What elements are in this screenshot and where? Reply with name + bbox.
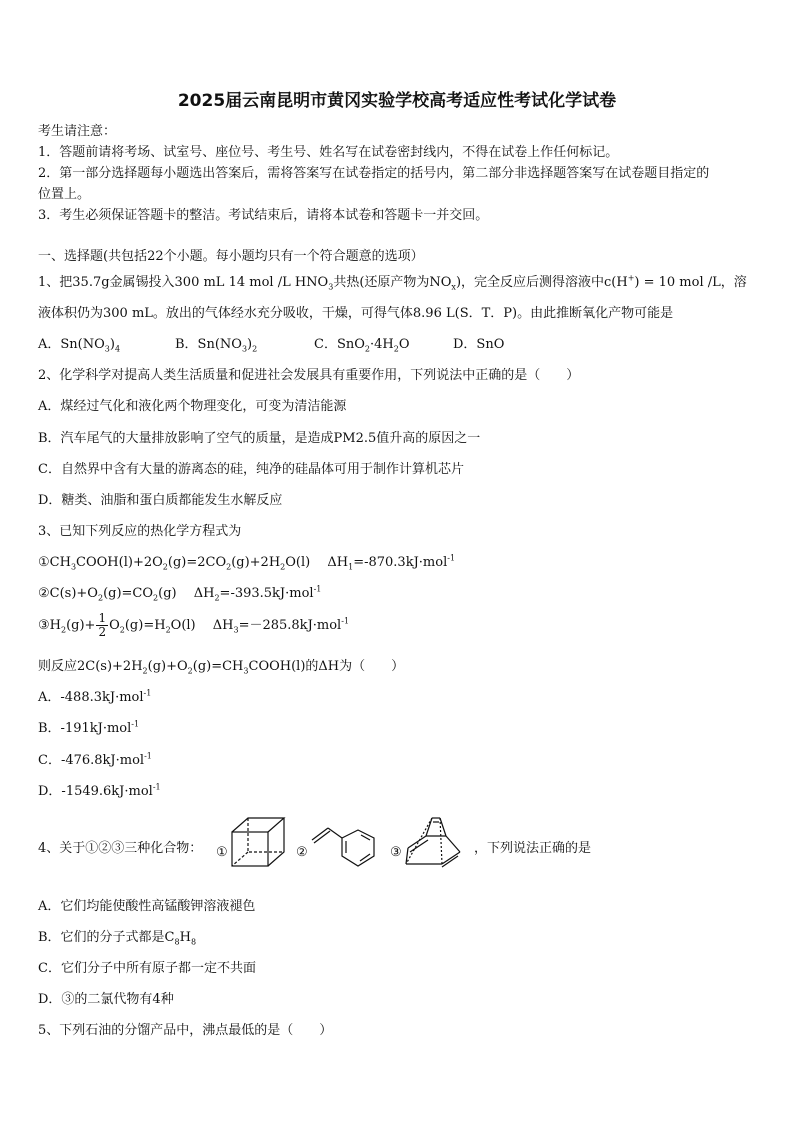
q3-equation-3: $③H_2(g)+$ $\frac{1}{2}$ $O_2(g)=H_2O(l)$ $\Delta H_3=-285.8kJ\cdot mol^{-1}$ (38, 611, 350, 639)
section-heading: 一、选择题(共包括22个小题。每小题均只有一个符合题意的选项） (38, 249, 424, 264)
q3-question: 则反应$2C(s)+2H_2(g)+O_2(g)=CH_3COOH(l)$的ΔH为（ ） (38, 659, 405, 676)
q3-option-b: B．-191kJ·mol$^{-1}$ (38, 719, 140, 736)
q3-equation-2: $②C(s)+O_2(g)=CO_2(g)$ $\Delta H_2=-393.5kJ\cdot mol^{-1}$ (38, 584, 322, 603)
notice-item-1: 1．答题前请将考场、试室号、座位号、考生号、姓名写在试卷密封线内，不得在试卷上作任何标记。 (38, 145, 619, 160)
q4-label-1: ① (216, 845, 228, 860)
q4-stem-start: 4、关于①②③三种化合物： (38, 841, 203, 856)
q3-equation-1: $①CH_3COOH(l)+2O_2(g)=2CO_2(g)+2H_2O(l)$ $\Delta H_1=-870.3kJ\cdot mol^{-1}$ (38, 553, 456, 572)
q1-options (38, 333, 504, 354)
q1-option-d: D．SnO (453, 337, 505, 352)
styrene-structure (310, 826, 380, 872)
q4-label-3: ③ (390, 845, 402, 860)
q2-option-b: B．汽车尾气的大量排放影响了空气的质量，是造成PM2.5值升高的原因之一 (38, 431, 481, 446)
q2-option-d: D．糖类、油脂和蛋白质都能发生水解反应 (38, 493, 283, 508)
q2-option-c: C．自然界中含有大量的游离态的硅，纯净的硅晶体可用于制作计算机芯片 (38, 462, 464, 477)
q4-option-d: D．③的二氯代物有4种 (38, 992, 174, 1007)
q1-stem-line1: 1、把35.7g金属锡投入300 mL 14 mol /L $HNO_3$共热(还原产物为$NO_x$)，完全反应后测得溶液中c(H+) = 10 mol /L，溶 (38, 273, 747, 292)
page-title: 2025届云南昆明市黄冈实验学校高考适应性考试化学试卷 (177, 91, 617, 111)
notice-item-3: 3．考生必须保证答题卡的整洁。考试结束后，请将本试卷和答题卡一并交回。 (38, 208, 489, 223)
q2-stem: 2、化学科学对提高人类生活质量和促进社会发展具有重要作用，下列说法中正确的是（ ） (38, 368, 580, 383)
notice-item-2-cont: 位置上。 (38, 187, 91, 202)
q4-option-c: C．它们分子中所有原子都一定不共面 (38, 961, 256, 976)
fraction-one-half: $\frac{1}{2}$ (98, 611, 107, 639)
q2-option-a: A．煤经过气化和液化两个物理变化，可变为清洁能源 (38, 399, 347, 414)
q3-option-c: C．-476.8kJ·mol$^{-1}$ (38, 751, 152, 768)
notice-heading: 考生请注意： (38, 124, 117, 139)
cubane-structure (230, 816, 288, 868)
q4-stem-end: ，下列说法正确的是 (474, 841, 592, 856)
barrelene-structure (402, 814, 466, 872)
q1-stem-line2: 液体积仍为300 mL。放出的气体经水充分吸收，干燥，可得气体8.96 L(S．T．P)。由此推断氧化产物可能是 (38, 306, 674, 321)
q1-option-b: B．$Sn(NO_3)_2$ (175, 337, 258, 354)
notice-item-2: 2．第一部分选择题每小题选出答案后，需将答案写在试卷指定的括号内，第二部分非选择题答案写在试卷题目指定的 (38, 166, 710, 181)
q4-label-2: ② (296, 845, 308, 860)
q3-option-a: A．-488.3kJ·mol$^{-1}$ (38, 688, 152, 705)
q4-option-a: A．它们均能使酸性高锰酸钾溶液褪色 (38, 899, 256, 914)
q5-stem: 5、下列石油的分馏产品中，沸点最低的是（ ） (38, 1023, 333, 1038)
q1-option-c: C．$SnO_2\cdot 4H_2O$ (314, 337, 410, 354)
q1-option-a: A．$Sn(NO_3)_4$ (38, 337, 121, 354)
q3-option-d: D．-1549.6kJ·mol$^{-1}$ (38, 782, 161, 799)
q4-option-b: B．它们的分子式都是$C_8H_8$ (38, 930, 197, 947)
q3-stem: 3、已知下列反应的热化学方程式为 (38, 524, 242, 539)
